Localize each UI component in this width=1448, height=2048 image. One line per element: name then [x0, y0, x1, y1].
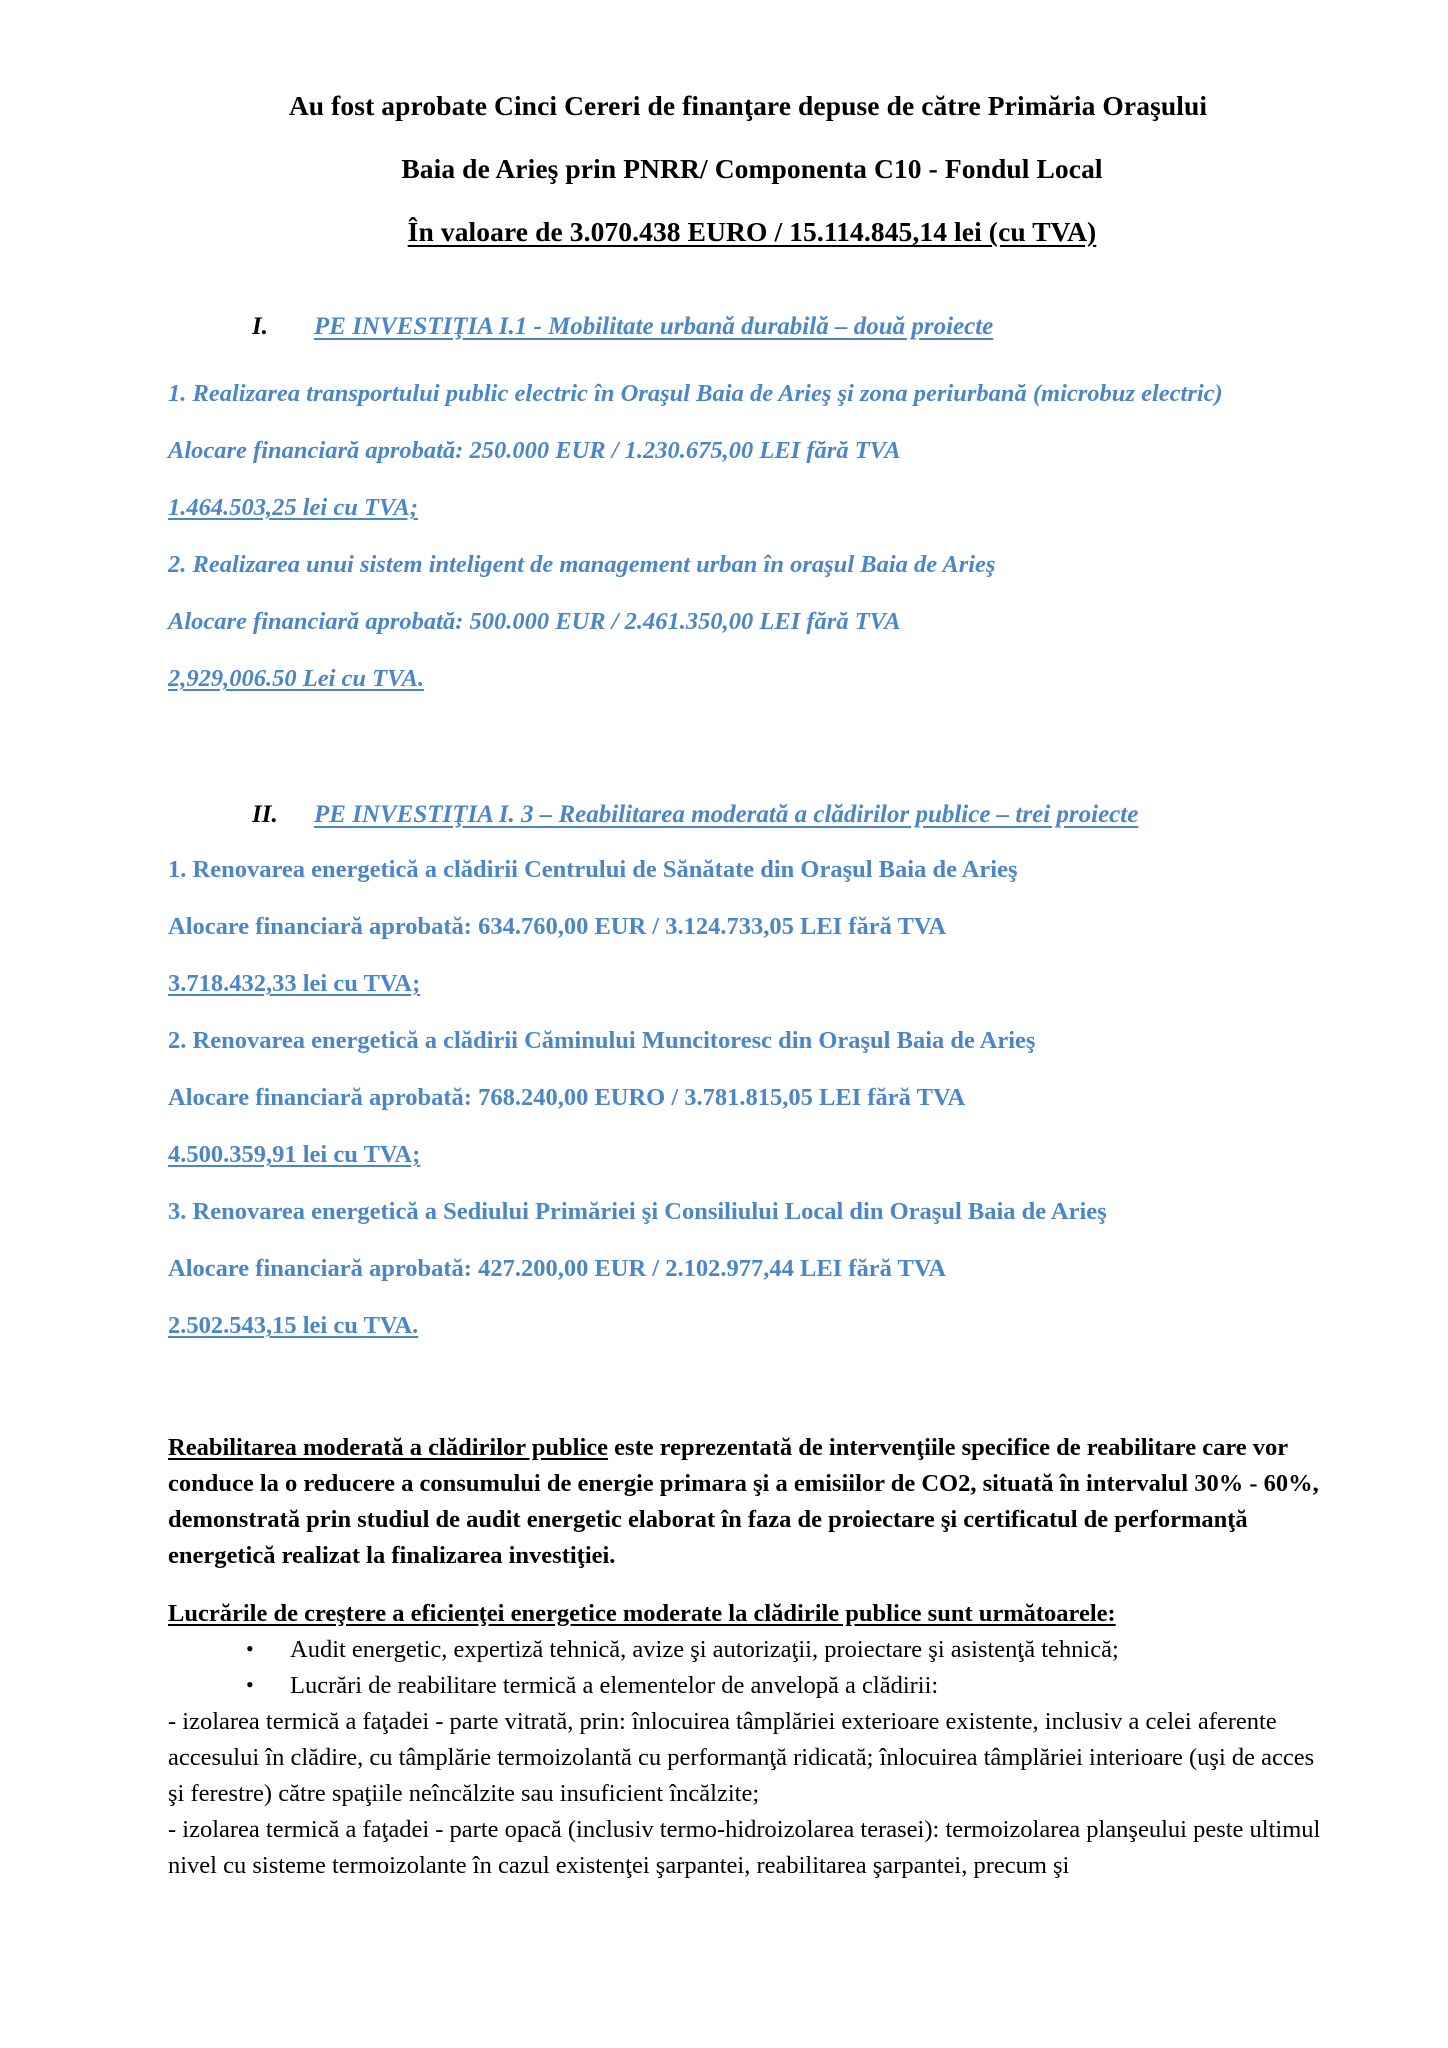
spacer-after-title [168, 263, 1336, 305]
works-list-heading: Lucrările de creştere a eficienţei energetice moderate la clădirile publice sunt următoarele: [168, 1600, 1116, 1627]
section-2-line-5: Alocare financiară aprobată: 768.240,00 EURO / 3.781.815,05 LEI fără TVA [168, 1084, 966, 1111]
section-heading-1 [168, 305, 1336, 349]
works-bullet-list [168, 1632, 1336, 1704]
definition-paragraph [168, 1430, 1336, 1574]
title-line-2: Baia de Arieş prin PNRR/ Componenta C10 - Fondul Local [401, 153, 1103, 184]
section-2-line-3: 3.718.432,33 lei cu TVA; [168, 970, 421, 997]
section-heading-2 [168, 793, 1336, 837]
section-1-title: PE INVESTIŢIA I.1 - Mobilitate urbană durabilă – două proiecte [314, 313, 994, 340]
list-item: • Lucrări de reabilitare termică a elementelor de anvelopă a clădirii: [246, 1668, 1336, 1704]
section-2-line-4: 2. Renovarea energetică a clădirii Căminului Muncitoresc din Oraşul Baia de Arieş [168, 1027, 1036, 1054]
section-1-line-1: 1. Realizarea transportului public electric în Oraşul Baia de Arieş şi zona periurbană (microbuz electric) [168, 380, 1223, 407]
section-2-roman: II. [252, 801, 278, 828]
definition-lead-term: Reabilitarea moderată a clădirilor publice [168, 1434, 609, 1461]
section-2-line-7: 3. Renovarea energetică a Sediului Primăriei şi Consiliului Local din Oraşul Baia de Arieş [168, 1198, 1107, 1225]
section-2-line-8: Alocare financiară aprobată: 427.200,00 EUR / 2.102.977,44 LEI fără TVA [168, 1255, 947, 1282]
spacer-section-1 [168, 349, 1336, 365]
section-1-line-3: 1.464.503,25 lei cu TVA; [168, 494, 418, 521]
section-1-line-2: Alocare financiară aprobată: 250.000 EUR / 1.230.675,00 LEI fără TVA [168, 437, 901, 464]
section-1-line-6: 2,929,006.50 Lei cu TVA. [168, 665, 425, 692]
definition-rest-text: este reprezentată de intervenţiile specifice de reabilitare care vor conduce la o reducere a consumului de energie primara şi a emisiilor de CO2, situată în intervalul 30% - 60%, demonstrată prin studiul de audit energetic elaborat în faza de proiectare şi certificatul de performanţă energetică realizat la finalizarea investiţiei. [168, 1434, 1319, 1569]
section-2-title: PE INVESTIŢIA I. 3 – Reabilitarea moderată a clădirilor publice – trei proiecte [314, 801, 1139, 828]
section-2-line-2: Alocare financiară aprobată: 634.760,00 EUR / 3.124.733,05 LEI fără TVA [168, 913, 947, 940]
title-line-1: Au fost aprobate Cinci Cereri de finanţare depuse de către Primăria Oraşului [288, 90, 1208, 121]
title-line-3-value: În valoare de 3.070.438 EURO / 15.114.845,14 lei (cu TVA) [407, 216, 1097, 247]
spacer-before-works-list [168, 1574, 1336, 1596]
section-2-body [168, 841, 1336, 1354]
section-1-line-4: 2. Realizarea unui sistem inteligent de management urban în oraşul Baia de Arieş [168, 551, 996, 578]
section-2-line-1: 1. Renovarea energetică a clădirii Centrului de Sănătate din Oraşul Baia de Arieş [168, 856, 1018, 883]
trailing-paragraph-2: - izolarea termică a faţadei - parte opacă (inclusiv termo-hidroizolarea terasei): termoizolarea planşeului peste ultimul nivel cu sisteme termoizolante în cazul existenţei şarpantei, reabilitarea şarpantei, precum şi [168, 1816, 1321, 1879]
section-1-line-5: Alocare financiară aprobată: 500.000 EUR / 2.461.350,00 LEI fără TVA [168, 608, 901, 635]
spacer-between-sections [168, 707, 1336, 793]
section-1-roman: I. [252, 313, 268, 340]
document-title-block [168, 74, 1336, 263]
section-2-line-9: 2.502.543,15 lei cu TVA. [168, 1312, 419, 1339]
trailing-paragraph-1: - izolarea termică a faţadei - parte vitrată, prin: înlocuirea tâmplăriei exterioare existente, inclusiv a celei aferente accesului în clădire, cu tâmplărie termoizolantă cu performanţă ridicată; înlocuirea tâmplăriei interioare (uşi de acces şi ferestre) către spaţiile neîncălzite sau insuficient încălzite; [168, 1708, 1315, 1807]
spacer-before-definition [168, 1354, 1336, 1430]
section-1-body [168, 365, 1336, 707]
section-2-line-6: 4.500.359,91 lei cu TVA; [168, 1141, 421, 1168]
list-item: • Audit energetic, expertiză tehnică, avize şi autorizaţii, proiectare şi asistenţă tehnică; [246, 1632, 1336, 1668]
